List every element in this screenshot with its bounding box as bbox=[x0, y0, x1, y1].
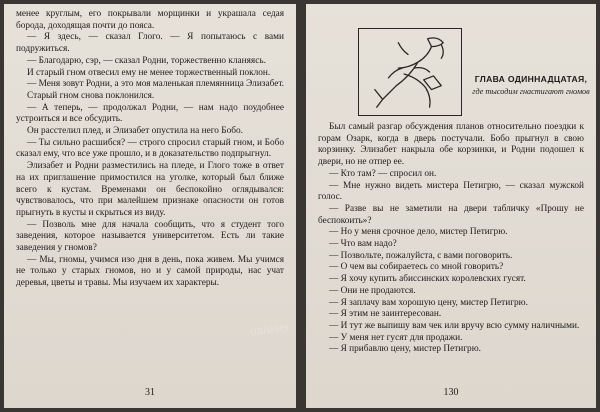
paragraph: Он расстелил плед, и Элизабет опустила на него Бобо. bbox=[27, 126, 243, 137]
paragraph: — Я прибавлю цену, мистер Петигрю. bbox=[329, 344, 481, 355]
paragraph: — Благодарю, сэр, — сказал Родни, торжественно кланяясь. bbox=[27, 55, 266, 66]
paragraph: — О чем вы собираетесь со мной говорить? bbox=[329, 262, 504, 273]
paragraph: — Что вам надо? bbox=[329, 239, 397, 250]
chapter-illustration bbox=[358, 28, 462, 116]
watermark: ua/user bbox=[249, 319, 291, 339]
left-page-number: 31 bbox=[145, 387, 155, 398]
chapter-header bbox=[318, 4, 590, 120]
paragraph: — А теперь, — продолжал Родни, — нам надо поудобнее устроиться и все обсудить. bbox=[16, 102, 284, 125]
paragraph: — Но у меня срочное дело, мистер Петигрю. bbox=[329, 227, 508, 238]
paragraph: — Разве вы не заметили на двери табличку «Прошу не беспокоить»? bbox=[318, 203, 584, 226]
left-page-body bbox=[16, 9, 284, 290]
chapter-subtitle: где тысодим гнастигают гномов bbox=[472, 87, 590, 96]
paragraph: И старый гном отвесил ему не менее торжественный поклон. bbox=[27, 67, 271, 78]
paragraph: менее круглым, его покрывали морщинки и украшала седая борода, доходящая почти до пояса. bbox=[16, 9, 284, 31]
paragraph: — Ты сильно расшибся? — строго спросил старый гном, и Бобо сказал ему, что все уже прошло, и в доказательство подпрыгнул. bbox=[16, 137, 284, 160]
paragraph: — И тут же выпишу вам чек или вручу всю сумму наличными. bbox=[329, 320, 580, 331]
paragraph: — У меня нет гусят для продажи. bbox=[329, 332, 463, 343]
paragraph: — Я этим не заинтересован. bbox=[329, 309, 442, 320]
left-page bbox=[4, 4, 296, 408]
paragraph: — Мы, гномы, учимся изо дня в день, пока живем. Мы учимся не только у старых гномов, но и у самой природы, нас учат деревья, цветы и травы. Мы изучаем их характеры. bbox=[16, 254, 284, 289]
paragraph: — Я здесь, — сказал Глого. — Я попытаюсь с вами подружиться. bbox=[16, 32, 284, 55]
paragraph: Элизабет и Родни разместились на пледе, и Глого тоже в ответ на их приглашение примостился на уголке, который был ближе всего к кустам. Временами он беспокойно оглядывался: чувствовалось, что при малейшем признаке опасности он готов прыгнуть в кусты и скрыться из виду. bbox=[16, 161, 284, 218]
paragraph: — Позвольте, пожалуйста, с вами поговорить. bbox=[329, 250, 513, 261]
right-page-number: 130 bbox=[443, 387, 459, 398]
paragraph: — Я хочу купить абиссинских королевских гусят. bbox=[329, 274, 526, 285]
paragraph: Старый гном снова поклонился. bbox=[27, 90, 155, 101]
paragraph: Был самый разгар обсуждения планов относительно поездки к горам Озарк, когда в дверь постучали. Бобо прыгнул в свою корзинку. Элизабет накрыла обе корзинки, и Родни подошел к двери, но не отпер ее. bbox=[318, 122, 584, 168]
paragraph: — Позволь мне для начала сообщить, что я студент того заведения, которое называется университетом. Есть ли такие заведения у гномов? bbox=[16, 219, 284, 254]
paragraph: — Они не продаются. bbox=[329, 285, 416, 296]
paragraph: — Мне нужно видеть мистера Петигрю, — сказал мужской голос. bbox=[318, 180, 584, 203]
gnome-sketch-icon bbox=[359, 29, 461, 115]
paragraph: — Кто там? — спросил он. bbox=[329, 168, 437, 179]
right-page-body bbox=[318, 120, 584, 356]
right-page bbox=[306, 4, 596, 408]
paragraph: — Меня зовут Родни, а это моя маленькая племянница Элизабет. bbox=[27, 79, 285, 90]
chapter-title: ГЛАВА ОДИННАДЦАТАЯ, bbox=[474, 74, 588, 84]
paragraph: — Я заплачу вам хорошую цену, мистер Петигрю. bbox=[329, 297, 528, 308]
